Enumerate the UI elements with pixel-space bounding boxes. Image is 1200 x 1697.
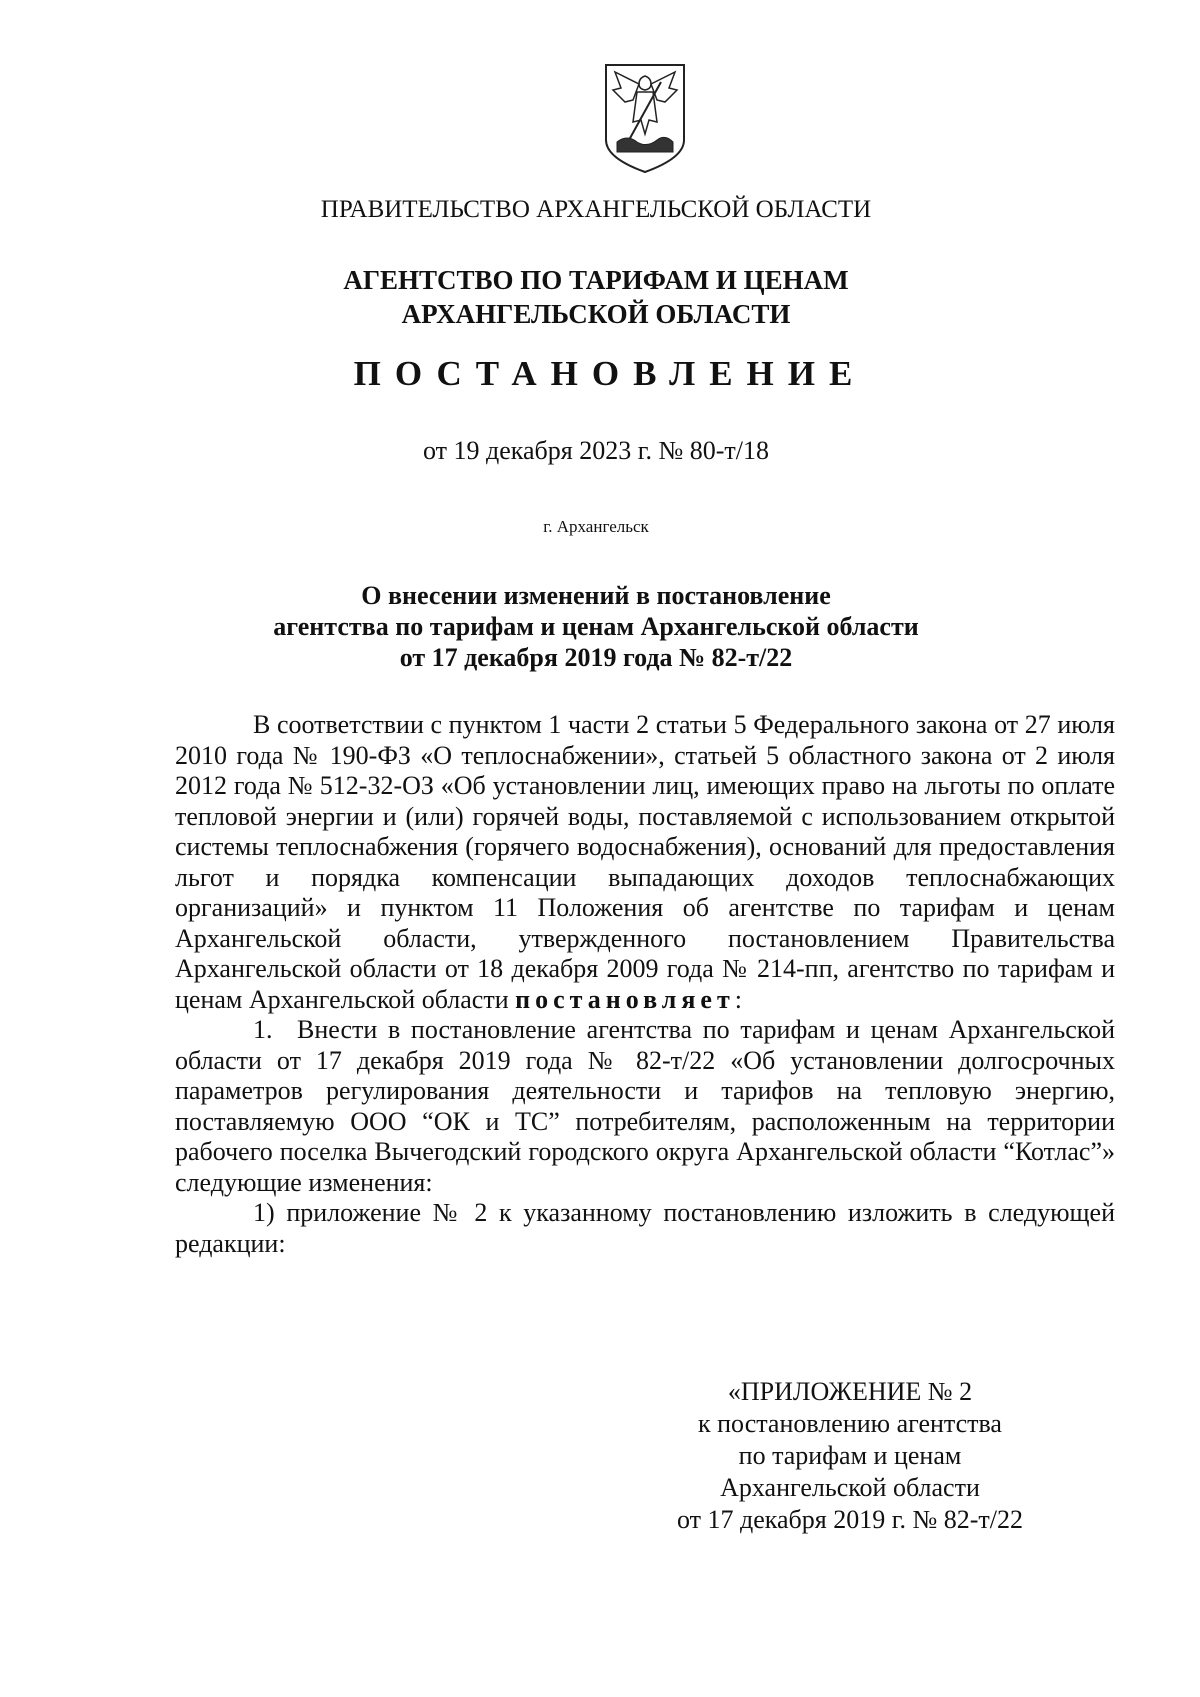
preamble-paragraph [175, 710, 1115, 1015]
item-1-number: 1. [253, 1015, 273, 1044]
document-body [175, 710, 1115, 1259]
subject-line-3: от 17 декабря 2019 года № 82-т/22 [399, 643, 793, 672]
decree-word: постановляет [515, 984, 735, 1014]
document-type: ПОСТАНОВЛЕНИЕ [353, 354, 867, 393]
item-1-paragraph [175, 1015, 1115, 1198]
appendix-line-3: по тарифам и ценам [738, 1441, 962, 1470]
subject-line-2: агентства по тарифам и ценам Архангельской области [273, 612, 919, 641]
appendix-header [640, 1376, 1060, 1536]
preamble-text: В соответствии с пунктом 1 части 2 статьи 5 Федерального закона от 27 июля 2010 года № 190-ФЗ «О теплоснабжении», статьей 5 областного закона от 2 июля 2012 года № 512-32-ОЗ «Об установлении лиц, имеющих право на льготы по оплате тепловой энергии и (или) горячей воды, поставляемой с использованием открытой системы теплоснабжения (горячего водоснабжения), оснований для предоставления льгот и порядка компенсации выпадающих доходов теплоснабжающих организаций» и пунктом 11 Положения об агентстве по тарифам и ценам Архангельской области, утвержденного постановлением Правительства Архангельской области от 18 декабря 2009 года № 214-пп, агентство по тарифам и ценам Архангельской области [175, 710, 1115, 1014]
subject-line-1: О внесении изменений в постановление [361, 581, 831, 610]
appendix-line-5: от 17 декабря 2019 г. № 82-т/22 [676, 1505, 1024, 1534]
appendix-line-1: «ПРИЛОЖЕНИЕ № 2 [727, 1377, 973, 1406]
subitem-1-paragraph [175, 1198, 1115, 1259]
government-name: ПРАВИТЕЛЬСТВО АРХАНГЕЛЬСКОЙ ОБЛАСТИ [320, 196, 872, 223]
agency-name [0, 263, 1192, 331]
preamble-colon: : [734, 984, 742, 1014]
item-1-text: Внести в постановление агентства по тарифам и ценам Архангельской области от 17 декабря 2019 года № 82-т/22 «Об установлении долгосрочных параметров регулирования деятельности и тарифов на тепловую энергию, поставляемую ООО “ОК и ТС” потребителям, расположенным на территории рабочего поселка Вычегодский городского округа Архангельской области “Котлас”» следующие изменения: [175, 1015, 1115, 1197]
document-date-number: от 19 декабря 2023 г. № 80-т/18 [422, 436, 770, 465]
document-city: г. Архангельск [543, 517, 649, 536]
agency-name-line-1: АГЕНТСТВО ПО ТАРИФАМ И ЦЕНАМ [343, 265, 849, 295]
coat-of-arms-emblem [603, 62, 687, 174]
subitem-1-text: 1) приложение № 2 к указанному постановлению изложить в следующей редакции: [175, 1198, 1115, 1258]
appendix-line-4: Архангельской области [720, 1473, 980, 1502]
appendix-line-2: к постановлению агентства [698, 1409, 1002, 1438]
agency-name-line-2: АРХАНГЕЛЬСКОЙ ОБЛАСТИ [401, 299, 791, 329]
document-subject [0, 580, 1192, 673]
